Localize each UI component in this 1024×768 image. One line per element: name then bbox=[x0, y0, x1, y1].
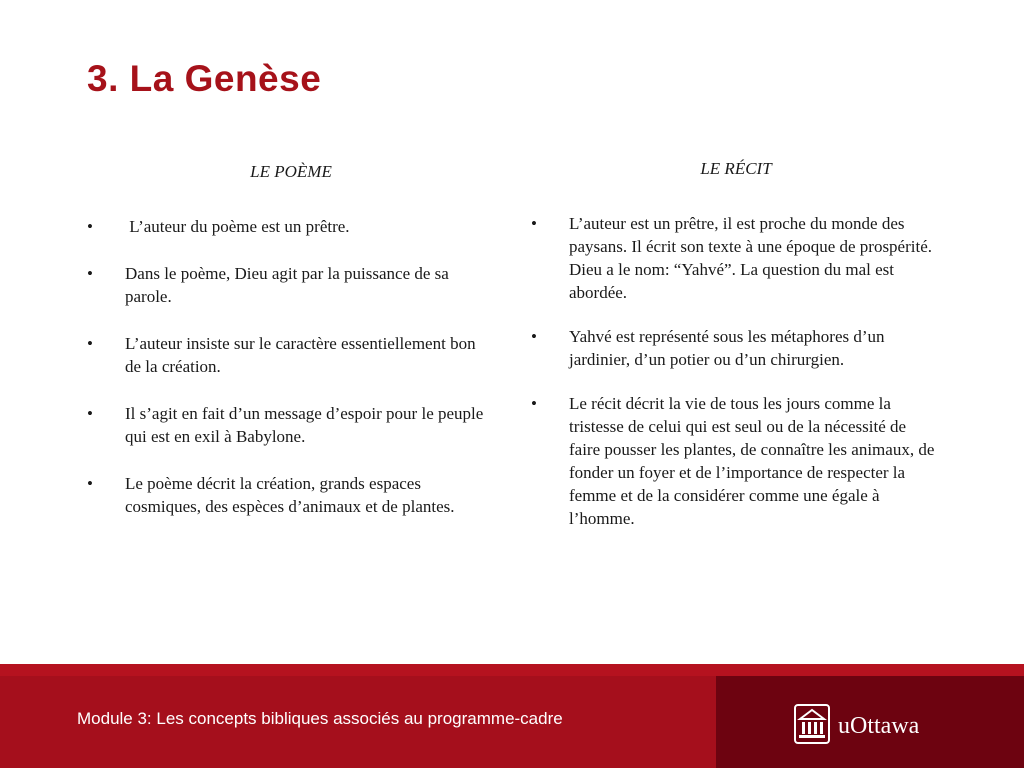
bullet-icon: • bbox=[87, 334, 93, 353]
bullet-icon: • bbox=[87, 264, 93, 283]
list-item-text: Le poème décrit la création, grands espaces cosmiques, des espèces d’animaux et de plantes. bbox=[125, 474, 455, 516]
bullet-icon: • bbox=[531, 327, 537, 346]
list-item-text: Yahvé est représenté sous les métaphores d’un jardinier, d’un potier ou d’un chirurgien. bbox=[569, 327, 885, 369]
list-item bbox=[87, 402, 495, 448]
bullet-icon: • bbox=[531, 394, 537, 413]
slide-title: 3. La Genèse bbox=[87, 58, 322, 99]
logo-text: uOttawa bbox=[838, 713, 920, 739]
logo-panel bbox=[716, 676, 1024, 768]
list-item-text: Le récit décrit la vie de tous les jours comme la tristesse de celui qui est seul ou de la nécessité de faire pousser les plantes, de connaître les animaux, de fonder un foyer et de l’importance de respecter la femme et de la considérer comme une égale à l’homme. bbox=[569, 394, 935, 528]
left-column bbox=[87, 160, 495, 542]
footer-stripe bbox=[0, 664, 1024, 676]
list-item bbox=[531, 212, 941, 304]
list-item bbox=[87, 215, 495, 238]
right-column bbox=[531, 157, 941, 551]
list-item-text: Il s’agit en fait d’un message d’espoir pour le peuple qui est en exil à Babylone. bbox=[125, 404, 484, 446]
bullet-icon: • bbox=[87, 217, 93, 236]
list-item-text: Dans le poème, Dieu agit par la puissance de sa parole. bbox=[125, 264, 449, 306]
list-item-text: L’auteur du poème est un prêtre. bbox=[125, 217, 350, 236]
list-item bbox=[531, 392, 941, 530]
list-item-text: L’auteur est un prêtre, il est proche du monde des paysans. Il écrit son texte à une époque de prospérité. Dieu a le nom: “Yahvé”. La question du mal est abordée. bbox=[569, 214, 933, 302]
list-item bbox=[87, 472, 495, 518]
list-item-text: L’auteur insiste sur le caractère essentiellement bon de la création. bbox=[125, 334, 476, 376]
right-column-heading: LE RÉCIT bbox=[700, 159, 772, 178]
right-bullet-list bbox=[531, 212, 941, 530]
university-building-icon bbox=[794, 704, 830, 749]
bullet-icon: • bbox=[87, 474, 93, 493]
list-item bbox=[87, 332, 495, 378]
bullet-icon: • bbox=[531, 214, 537, 233]
left-bullet-list bbox=[87, 215, 495, 518]
list-item bbox=[531, 325, 941, 371]
footer-module-text: Module 3: Les concepts bibliques associés au programme-cadre bbox=[77, 709, 563, 728]
bullet-icon: • bbox=[87, 404, 93, 423]
list-item bbox=[87, 262, 495, 308]
left-column-heading: LE POÈME bbox=[250, 162, 332, 181]
footer-bar bbox=[0, 664, 1024, 768]
uottawa-logo[interactable] bbox=[794, 704, 919, 749]
